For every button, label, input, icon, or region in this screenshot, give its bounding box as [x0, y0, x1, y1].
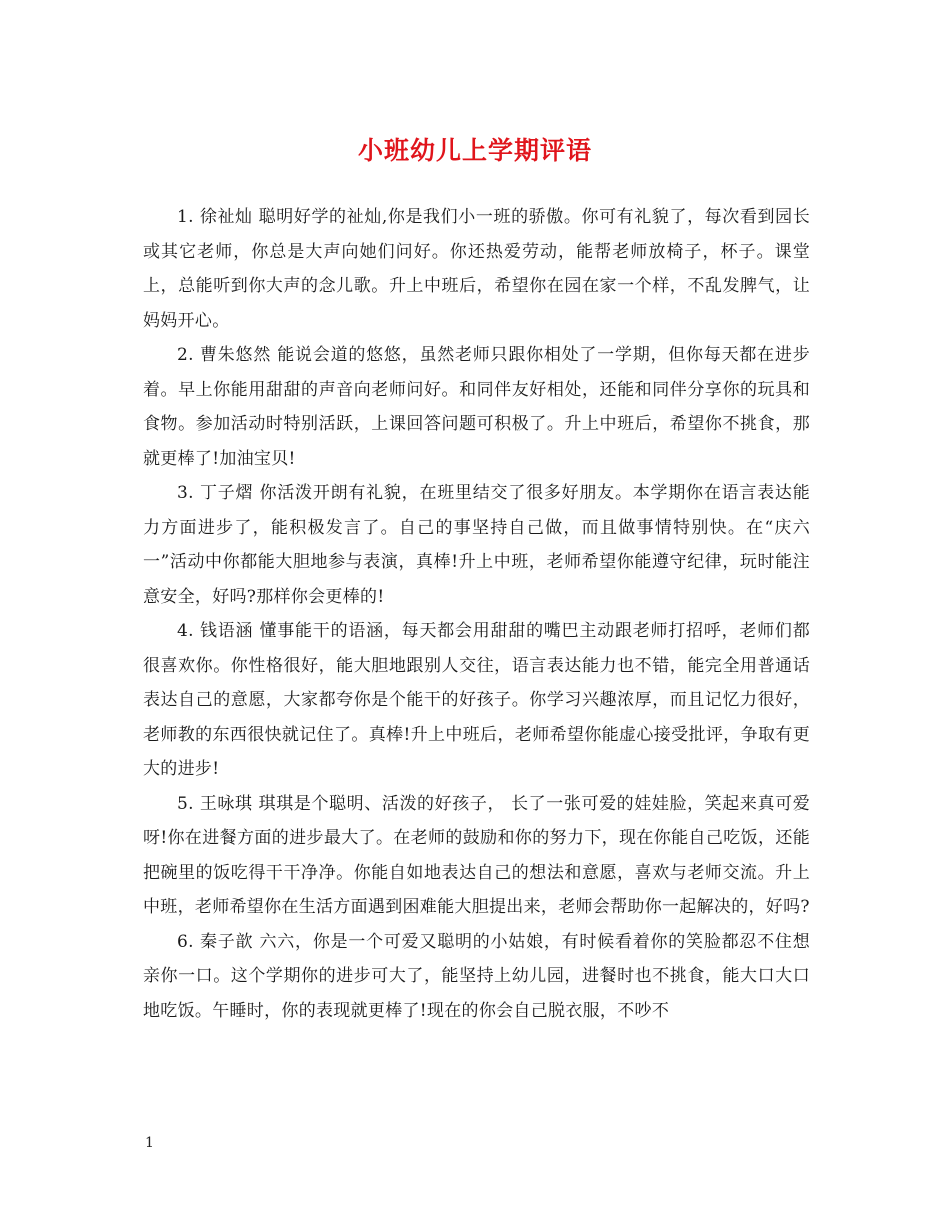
document-body [143, 200, 810, 1120]
paragraph-1: 1. 徐祉灿 聪明好学的祉灿,你是我们小一班的骄傲。你可有礼貌了，每次看到园长或其它老师，你总是大声向她们问好。你还热爱劳动，能帮老师放椅子，杯子。课堂上，总能听到你大声的念儿歌。升上中班后，希望你在园在家一个样，不乱发脾气，让妈妈开心。 [143, 207, 810, 331]
paragraph-5: 5. 王咏琪 琪琪是个聪明、活泼的好孩子， 长了一张可爱的娃娃脸，笑起来真可爱呀!你在进餐方面的进步最大了。在老师的鼓励和你的努力下，现在你能自己吃饭，还能把碗里的饭吃得干干净净。你能自如地表达自己的想法和意愿，喜欢与老师交流。升上中班，老师希望你在生活方面遇到困难能大胆提出来，老师会帮助你一起解决的，好吗? [143, 793, 810, 917]
page-number: 1 [145, 1135, 154, 1151]
paragraph-6: 6. 秦子歆 六六，你是一个可爱又聪明的小姑娘，有时候看着你的笑脸都忍不住想亲你一口。这个学期你的进步可大了，能坚持上幼儿园，进餐时也不挑食，能大口大口地吃饭。午睡时，你的表现就更棒了!现在的你会自己脱衣服，不吵不 [143, 931, 810, 1021]
document-title: 小班幼儿上学期评语 [357, 136, 592, 165]
paragraph-4: 4. 钱语涵 懂事能干的语涵，每天都会用甜甜的嘴巴主动跟老师打招呼，老师们都很喜欢你。你性格很好，能大胆地跟别人交往，语言表达能力也不错，能完全用普通话表达自己的意愿，大家都夸你是个能干的好孩子。你学习兴趣浓厚，而且记忆力很好，老师教的东西很快就记住了。真棒!升上中班后，老师希望你能虚心接受批评，争取有更大的进步! [143, 621, 810, 779]
paragraph-2: 2. 曹朱悠然 能说会道的悠悠，虽然老师只跟你相处了一学期，但你每天都在进步着。早上你能用甜甜的声音向老师问好。和同伴友好相处，还能和同伴分享你的玩具和食物。参加活动时特别活跃，上课回答问题可积极了。升上中班后，希望你不挑食，那就更棒了!加油宝贝! [143, 345, 810, 469]
paragraph-3: 3. 丁子熠 你活泼开朗有礼貌，在班里结交了很多好朋友。本学期你在语言表达能力方面进步了，能积极发言了。自己的事坚持自己做，而且做事情特别快。在“庆六一”活动中你都能大胆地参与表演，真棒!升上中班，老师希望你能遵守纪律，玩时能注意安全，好吗?那样你会更棒的! [143, 483, 810, 607]
